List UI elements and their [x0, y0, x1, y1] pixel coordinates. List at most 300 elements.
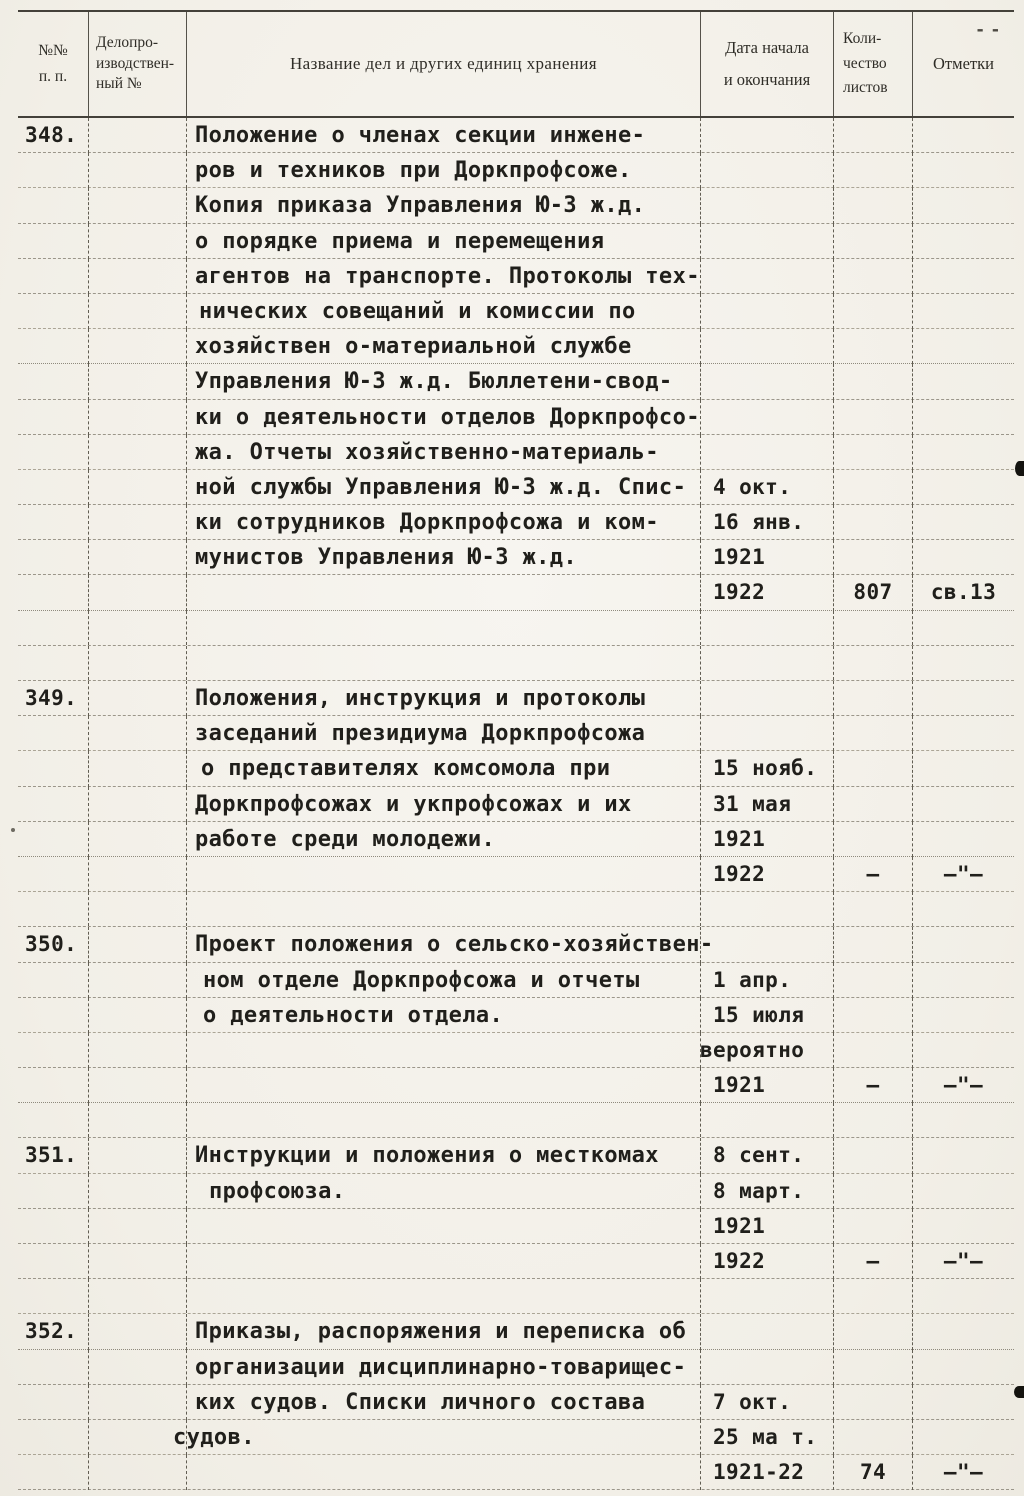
- cell-sheet-count: [833, 611, 912, 645]
- cell-dates: [700, 118, 833, 153]
- cell-dates: [700, 892, 833, 926]
- cell-notes: [912, 787, 1014, 822]
- cell-dates: [700, 224, 833, 259]
- sheet-count: –: [866, 1073, 880, 1098]
- cell-notes: [912, 681, 1014, 716]
- table-row: [18, 294, 1014, 329]
- cell-dates: [700, 963, 833, 998]
- cell-notes: [912, 927, 1014, 962]
- cell-notes: [912, 400, 1014, 435]
- entry-number: 349.: [25, 686, 78, 710]
- cell-num: [18, 857, 88, 892]
- title-line: Приказы, распоряжения и переписка об: [195, 1319, 687, 1345]
- table-row: [18, 224, 1014, 259]
- cell-sheet-count: [833, 681, 912, 716]
- cell-record-number: [88, 716, 186, 751]
- table-row: [18, 364, 1014, 399]
- cell-sheet-count: [833, 575, 912, 610]
- cell-dates: [700, 787, 833, 822]
- cell-sheet-count: [833, 1103, 912, 1137]
- cell-num: [18, 470, 88, 505]
- header-num-line2: п. п.: [38, 68, 68, 85]
- table-row: [18, 1279, 1014, 1314]
- ink-speck: [1014, 1386, 1024, 1398]
- cell-dates: [700, 716, 833, 751]
- cell-sheet-count: [833, 259, 912, 294]
- cell-title: [186, 435, 700, 470]
- date-line: 1922: [713, 1249, 766, 1273]
- cell-num: [18, 1314, 88, 1349]
- ink-speck: [11, 828, 15, 832]
- cell-title: [186, 294, 700, 329]
- title-line: Положения, инструкция и протоколы: [195, 686, 646, 711]
- cell-num: [18, 540, 88, 575]
- cell-title: [186, 364, 700, 399]
- cell-sheet-count: [833, 1455, 912, 1490]
- cell-record-number: [88, 575, 186, 610]
- inventory-table: [18, 10, 1014, 1490]
- cell-notes: [912, 364, 1014, 399]
- table-row: [18, 1209, 1014, 1244]
- table-row: [18, 751, 1014, 786]
- cell-sheet-count: [833, 963, 912, 998]
- cell-num: [18, 1174, 88, 1209]
- table-row: [18, 188, 1014, 223]
- table-row: [18, 822, 1014, 857]
- date-line: 1921: [713, 1213, 766, 1238]
- cell-dates: [700, 1138, 833, 1173]
- cell-title: [186, 1068, 700, 1103]
- cell-record-number: [88, 505, 186, 540]
- cell-num: [18, 998, 88, 1033]
- cell-record-number: [88, 400, 186, 435]
- cell-title: [186, 822, 700, 857]
- cell-sheet-count: [833, 1350, 912, 1385]
- cell-record-number: [88, 1314, 186, 1349]
- title-line: ном отделе Доркпрофсожа и отчеты: [203, 967, 640, 993]
- cell-title: [186, 1103, 700, 1137]
- cell-sheet-count: [833, 1314, 912, 1349]
- cell-dates: [700, 153, 833, 188]
- cell-record-number: [88, 329, 186, 364]
- cell-dates: [700, 611, 833, 645]
- sheet-count: –: [866, 1249, 880, 1273]
- cell-sheet-count: [833, 224, 912, 259]
- cell-record-number: [88, 294, 186, 329]
- cell-notes: [912, 435, 1014, 470]
- date-line: 1921: [713, 1073, 766, 1098]
- cell-record-number: [88, 540, 186, 575]
- table-row: [18, 435, 1014, 470]
- table-row: [18, 857, 1014, 892]
- cell-dates: [700, 505, 833, 540]
- cell-record-number: [88, 1385, 186, 1420]
- cell-title: [186, 1244, 700, 1279]
- cell-record-number: [88, 364, 186, 399]
- cell-record-number: [88, 1033, 186, 1068]
- cell-sheet-count: [833, 364, 912, 399]
- cell-num: [18, 400, 88, 435]
- cell-notes: [912, 1174, 1014, 1209]
- cell-record-number: [88, 751, 186, 786]
- cell-notes: [912, 118, 1014, 153]
- cell-dates: [700, 1420, 833, 1455]
- cell-sheet-count: [833, 751, 912, 786]
- cell-title: [186, 188, 700, 223]
- note-mark: –"–: [943, 861, 984, 886]
- cell-num: [18, 575, 88, 610]
- cell-sheet-count: [833, 716, 912, 751]
- cell-dates: [700, 927, 833, 962]
- date-line: 1921: [713, 545, 766, 570]
- cell-record-number: [88, 892, 186, 926]
- table-row: [18, 1350, 1014, 1385]
- cell-notes: [912, 1209, 1014, 1244]
- cell-dates: [700, 1455, 833, 1490]
- title-line: ров и техников при Доркпрофсоже.: [195, 158, 632, 184]
- table-row: [18, 259, 1014, 294]
- cell-title: [186, 611, 700, 645]
- cell-num: [18, 787, 88, 822]
- cell-sheet-count: [833, 1209, 912, 1244]
- title-line: мунистов Управления Ю-З ж.д.: [195, 545, 578, 571]
- cell-record-number: [88, 1174, 186, 1209]
- cell-num: [18, 153, 88, 188]
- header-sheets-line1: Коли-: [843, 30, 882, 48]
- header-sheets-line2: чество: [843, 54, 887, 72]
- cell-sheet-count: [833, 153, 912, 188]
- entry-number: 348.: [25, 123, 78, 147]
- header-sheets-line3: листов: [843, 79, 888, 97]
- title-line: агентов на транспорте. Протоколы тех-: [195, 263, 700, 289]
- cell-title: [186, 470, 700, 505]
- table-row: [18, 153, 1014, 188]
- cell-notes: [912, 611, 1014, 645]
- date-line: 1922: [713, 580, 766, 605]
- cell-num: [18, 224, 88, 259]
- header-col-title: [186, 12, 700, 116]
- cell-notes: [912, 646, 1014, 680]
- cell-notes: [912, 1314, 1014, 1349]
- cell-title: [186, 575, 700, 610]
- table-row: [18, 329, 1014, 364]
- title-line: работе среди молодежи.: [195, 826, 496, 852]
- date-line: вероятно: [700, 1037, 805, 1062]
- cell-sheet-count: [833, 646, 912, 680]
- header-num-line1: №№: [38, 41, 68, 59]
- title-line: профсоюза.: [209, 1178, 346, 1204]
- cell-notes: [912, 1350, 1014, 1385]
- cell-record-number: [88, 611, 186, 645]
- cell-notes: [912, 1279, 1014, 1313]
- cell-notes: [912, 892, 1014, 926]
- cell-record-number: [88, 1068, 186, 1103]
- cell-notes: [912, 1138, 1014, 1173]
- header-col-num: [18, 12, 88, 116]
- cell-sheet-count: [833, 188, 912, 223]
- table-row: [18, 963, 1014, 998]
- cell-notes: [912, 1455, 1014, 1490]
- title-line: о порядке приема и перемещения: [195, 228, 605, 254]
- cell-title: [186, 787, 700, 822]
- cell-dates: [700, 1103, 833, 1137]
- cell-sheet-count: [833, 540, 912, 575]
- cell-title: [186, 1314, 700, 1349]
- cell-num: [18, 1244, 88, 1279]
- cell-sheet-count: [833, 294, 912, 329]
- cell-title: [186, 1138, 700, 1173]
- cell-sheet-count: [833, 118, 912, 153]
- table-row: [18, 1174, 1014, 1209]
- note-mark: св.13: [930, 580, 997, 605]
- date-line: 8 сент.: [713, 1143, 805, 1168]
- cell-notes: [912, 224, 1014, 259]
- cell-num: [18, 188, 88, 223]
- table-row: [18, 470, 1014, 505]
- cell-num: [18, 1385, 88, 1420]
- cell-dates: [700, 822, 833, 857]
- table-row: [18, 400, 1014, 435]
- cell-notes: [912, 575, 1014, 610]
- cell-title: [186, 540, 700, 575]
- cell-notes: [912, 1244, 1014, 1279]
- cell-dates: [700, 1244, 833, 1279]
- table-body: [18, 118, 1014, 1490]
- cell-title: [186, 400, 700, 435]
- table-row: [18, 1385, 1014, 1420]
- title-line: организации дисциплинарно-товарищес-: [195, 1354, 687, 1380]
- cell-notes: [912, 259, 1014, 294]
- cell-num: [18, 1209, 88, 1244]
- table-row: [18, 1455, 1014, 1490]
- cell-sheet-count: [833, 857, 912, 892]
- table-row: [18, 575, 1014, 610]
- sheet-count: –: [866, 861, 880, 886]
- cell-title: [186, 646, 700, 680]
- cell-record-number: [88, 1138, 186, 1173]
- cell-dates: [700, 1068, 833, 1103]
- note-mark: –"–: [943, 1073, 984, 1098]
- cell-dates: [700, 470, 833, 505]
- cell-num: [18, 1138, 88, 1173]
- cell-sheet-count: [833, 1385, 912, 1420]
- cell-num: [18, 505, 88, 540]
- cell-record-number: [88, 188, 186, 223]
- title-line: о деятельности отдела.: [203, 1002, 504, 1028]
- title-line: ки сотрудников Доркпрофсожа и ком-: [195, 510, 659, 536]
- table-row: [18, 1420, 1014, 1455]
- date-line: 1921-22: [713, 1460, 805, 1485]
- cell-sheet-count: [833, 505, 912, 540]
- cell-notes: [912, 470, 1014, 505]
- cell-notes: [912, 857, 1014, 892]
- title-line: Доркпрофсожах и укпрофсожах и их: [195, 791, 632, 817]
- date-line: 1921: [713, 826, 766, 851]
- cell-num: [18, 716, 88, 751]
- table-row: [18, 611, 1014, 646]
- cell-title: [186, 927, 714, 962]
- cell-record-number: [88, 787, 186, 822]
- cell-sheet-count: [833, 927, 912, 962]
- cell-notes: [912, 188, 1014, 223]
- cell-num: [18, 646, 88, 680]
- date-line: 8 март.: [713, 1178, 805, 1203]
- sheet-count: 74: [859, 1460, 887, 1485]
- table-row: [18, 716, 1014, 751]
- cell-sheet-count: [833, 1420, 912, 1455]
- cell-record-number: [88, 646, 186, 680]
- cell-title: [186, 857, 700, 892]
- cell-notes: [912, 998, 1014, 1033]
- cell-record-number: [88, 1350, 186, 1385]
- date-line: 31 мая: [713, 791, 792, 816]
- ink-speck: [1015, 461, 1024, 476]
- table-row: [18, 646, 1014, 681]
- title-line: ки о деятельности отделов Доркпрофсо-: [195, 404, 700, 430]
- table-row: [18, 1138, 1014, 1173]
- cell-sheet-count: [833, 1244, 912, 1279]
- cell-title: [186, 153, 700, 188]
- cell-sheet-count: [833, 1138, 912, 1173]
- cell-num: [18, 681, 88, 716]
- cell-dates: [700, 1033, 833, 1068]
- cell-sheet-count: [833, 400, 912, 435]
- header-title-line: Название дел и других единиц хранения: [289, 53, 597, 73]
- cell-record-number: [88, 1279, 186, 1313]
- table-row: [18, 1068, 1014, 1103]
- cell-num: [18, 1350, 88, 1385]
- cell-title: [186, 259, 700, 294]
- date-line: 1922: [713, 861, 766, 886]
- cell-notes: [912, 1385, 1014, 1420]
- sheet-count: 807: [853, 580, 893, 605]
- header-record-line1: Делопро-: [96, 34, 159, 52]
- header-record-line2: изводствен-: [96, 54, 175, 72]
- date-line: 15 июля: [713, 1002, 805, 1027]
- cell-notes: [912, 1103, 1014, 1137]
- cell-title: [186, 329, 700, 364]
- cell-sheet-count: [833, 1033, 912, 1068]
- title-line: о представителях комсомола при: [201, 756, 611, 782]
- table-row: [18, 787, 1014, 822]
- table-row: [18, 998, 1014, 1033]
- cell-title: [186, 1455, 700, 1490]
- header-record-line3: ный №: [96, 75, 142, 93]
- cell-dates: [700, 1314, 833, 1349]
- cell-num: [18, 329, 88, 364]
- title-line: Копия приказа Управления Ю-З ж.д.: [195, 193, 646, 219]
- title-line: жа. Отчеты хозяйственно-материаль-: [195, 439, 659, 465]
- cell-sheet-count: [833, 329, 912, 364]
- cell-title: [186, 1174, 700, 1209]
- cell-notes: [912, 751, 1014, 786]
- cell-num: [18, 1103, 88, 1137]
- cell-record-number: [88, 927, 186, 962]
- cell-dates: [700, 364, 833, 399]
- title-line: нических совещаний и комиссии по: [199, 298, 636, 324]
- cell-num: [18, 1455, 88, 1490]
- note-mark: –"–: [943, 1249, 984, 1273]
- header-col-dates: [700, 12, 833, 116]
- cell-dates: [700, 646, 833, 680]
- cell-dates: [700, 1174, 833, 1209]
- table-row: [18, 118, 1014, 153]
- cell-record-number: [88, 681, 186, 716]
- cell-record-number: [88, 963, 186, 998]
- cell-num: [18, 364, 88, 399]
- cell-notes: [912, 294, 1014, 329]
- cell-dates: [700, 857, 833, 892]
- header-dates-line2: и окончания: [723, 70, 811, 89]
- table-row: [18, 1103, 1014, 1138]
- cell-dates: [700, 294, 833, 329]
- cell-num: [18, 1068, 88, 1103]
- cell-num: [18, 822, 88, 857]
- cell-notes: [912, 822, 1014, 857]
- cell-title: [173, 1420, 700, 1455]
- cell-dates: [700, 540, 833, 575]
- table-row: [18, 892, 1014, 927]
- cell-title: [186, 118, 700, 153]
- cell-dates: [700, 575, 833, 610]
- table-row: [18, 1244, 1014, 1279]
- title-line: Инструкции и положения о месткомах: [195, 1143, 659, 1169]
- cell-notes: [912, 329, 1014, 364]
- cell-title: [186, 1350, 700, 1385]
- cell-title: [186, 681, 700, 716]
- cell-sheet-count: [833, 998, 912, 1033]
- entry-number: 350.: [25, 932, 78, 957]
- title-line: заседаний президиума Доркпрофсожа: [195, 721, 646, 747]
- cell-dates: [700, 751, 833, 786]
- cell-title: [186, 751, 700, 786]
- entry-number: 351.: [25, 1143, 78, 1168]
- date-line: 1 апр.: [713, 967, 792, 992]
- cell-title: [186, 1279, 700, 1313]
- title-line: судов.: [173, 1424, 255, 1450]
- cell-dates: [700, 329, 833, 364]
- header-dates-line1: Дата начала: [725, 38, 809, 58]
- title-line: ной службы Управления Ю-З ж.д. Спис-: [195, 474, 687, 500]
- cell-title: [186, 1033, 700, 1068]
- table-row: [18, 1314, 1014, 1349]
- cell-dates: [700, 681, 833, 716]
- cell-sheet-count: [833, 1279, 912, 1313]
- cell-title: [186, 1385, 700, 1420]
- entry-number: 352.: [25, 1319, 78, 1344]
- cell-title: [186, 1209, 700, 1244]
- title-line: хозяйствен о-материальной службе: [195, 334, 632, 360]
- header-col-sheet-count: [833, 12, 912, 116]
- cell-record-number: [88, 1103, 186, 1137]
- table-row: [18, 927, 1014, 962]
- table-row: [18, 681, 1014, 716]
- cell-record-number: [88, 998, 186, 1033]
- title-line: Проект положения о сельско-хозяйствен-: [195, 932, 714, 958]
- cell-sheet-count: [833, 787, 912, 822]
- cell-dates: [700, 1350, 833, 1385]
- cell-sheet-count: [833, 1174, 912, 1209]
- corner-dash-mark: --: [975, 20, 1006, 40]
- cell-record-number: [88, 1209, 186, 1244]
- cell-num: [18, 963, 88, 998]
- cell-num: [18, 294, 88, 329]
- cell-dates: [700, 435, 833, 470]
- date-line: 7 окт.: [713, 1389, 792, 1414]
- cell-dates: [700, 1385, 833, 1420]
- cell-notes: [912, 963, 1014, 998]
- title-line: Управления Ю-З ж.д. Бюллетени-свод-: [195, 369, 673, 395]
